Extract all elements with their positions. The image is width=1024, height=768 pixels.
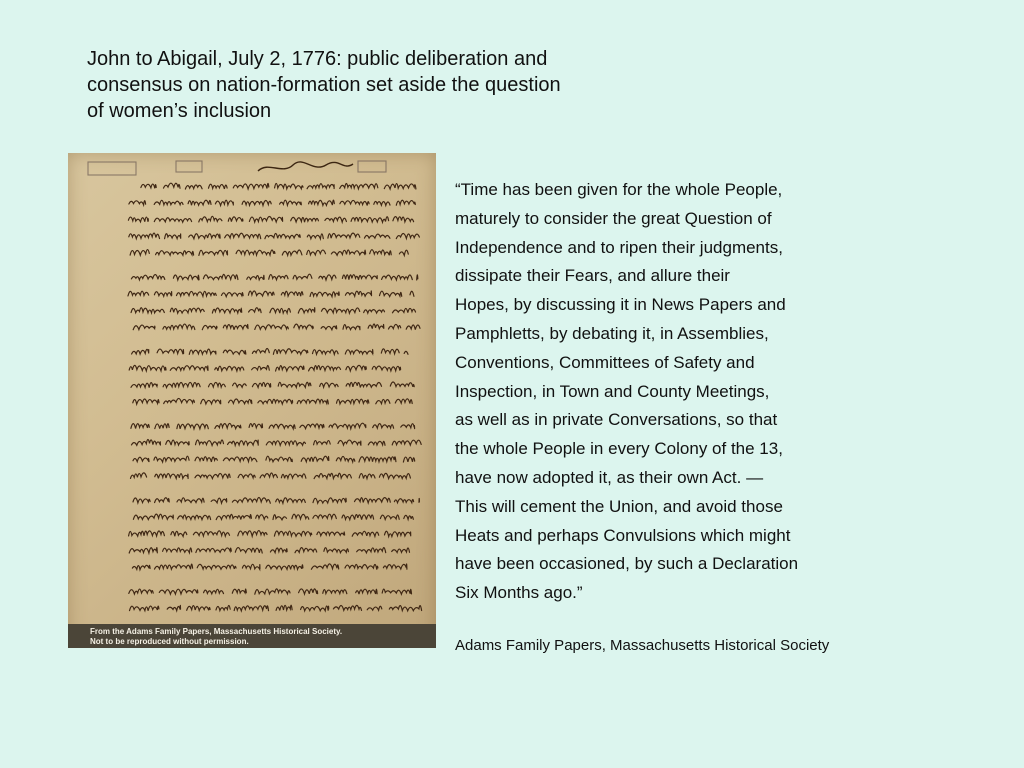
handwriting-line xyxy=(131,308,415,313)
handwriting-line xyxy=(133,497,419,503)
slide-title xyxy=(87,46,647,124)
quote-line: “Time has been given for the whole People, xyxy=(455,180,783,199)
manuscript-handwriting xyxy=(68,153,436,648)
title-line: consensus on nation-formation set aside the question xyxy=(87,74,561,96)
quote-line: have now adopted it, as their own Act. — xyxy=(455,467,764,487)
handwriting-line xyxy=(129,233,420,239)
quote-line: have been occasioned, by such a Declaration xyxy=(455,554,799,574)
handwriting-line xyxy=(131,473,411,479)
quote-text xyxy=(455,176,1015,608)
handwriting-line xyxy=(131,423,415,429)
quote-line: This will cement the Union, and avoid those xyxy=(455,496,783,516)
handwriting-line xyxy=(129,531,411,537)
handwriting-line xyxy=(132,348,408,354)
handwriting-line xyxy=(128,216,413,222)
handwriting-line xyxy=(129,200,415,205)
handwriting-line xyxy=(128,291,414,297)
credit-strip xyxy=(68,624,436,648)
handwriting-line xyxy=(129,589,412,594)
handwriting-line xyxy=(133,398,412,404)
quote-line: Independence and to ripen their judgments, xyxy=(455,237,783,257)
title-line: John to Abigail, July 2, 1776: public deliberation and xyxy=(87,48,548,70)
handwriting-line xyxy=(133,514,413,520)
handwriting-line xyxy=(130,250,408,256)
handwriting-line xyxy=(141,183,416,189)
source-citation: Adams Family Papers, Massachusetts Historical Society xyxy=(455,637,830,654)
quote-line: Six Months ago.” xyxy=(455,583,583,603)
handwriting-line xyxy=(130,605,422,611)
quote-line: the whole People in every Colony of the 13, xyxy=(455,439,783,459)
quote-line: Heats and perhaps Convulsions which might xyxy=(455,525,791,545)
quote-line: Inspection, in Town and County Meetings, xyxy=(455,381,770,401)
quote-line: maturely to consider the great Question of xyxy=(455,208,772,228)
credit-line: From the Adams Family Papers, Massachusetts Historical Society. xyxy=(90,627,343,636)
credit-line: Not to be reproduced without permission. xyxy=(90,637,249,646)
handwriting-line xyxy=(132,564,407,570)
handwriting-line xyxy=(131,274,417,280)
handwriting-line xyxy=(131,382,414,388)
quote-line: as well as in private Conversations, so that xyxy=(455,410,778,430)
handwriting-line xyxy=(133,324,420,330)
handwriting-line xyxy=(132,440,422,446)
handwriting-line xyxy=(129,548,409,553)
quote-line: Hopes, by discussing it in News Papers and xyxy=(455,295,786,315)
quote-line: Conventions, Committees of Safety and xyxy=(455,352,755,372)
handwriting-line xyxy=(129,365,400,371)
quote-line: Pamphletts, by debating it, in Assemblies, xyxy=(455,323,769,343)
quote-line: dissipate their Fears, and allure their xyxy=(455,266,730,286)
handwriting-line xyxy=(133,456,415,462)
title-line: of women’s inclusion xyxy=(87,100,272,122)
manuscript-letter-image xyxy=(68,153,436,648)
